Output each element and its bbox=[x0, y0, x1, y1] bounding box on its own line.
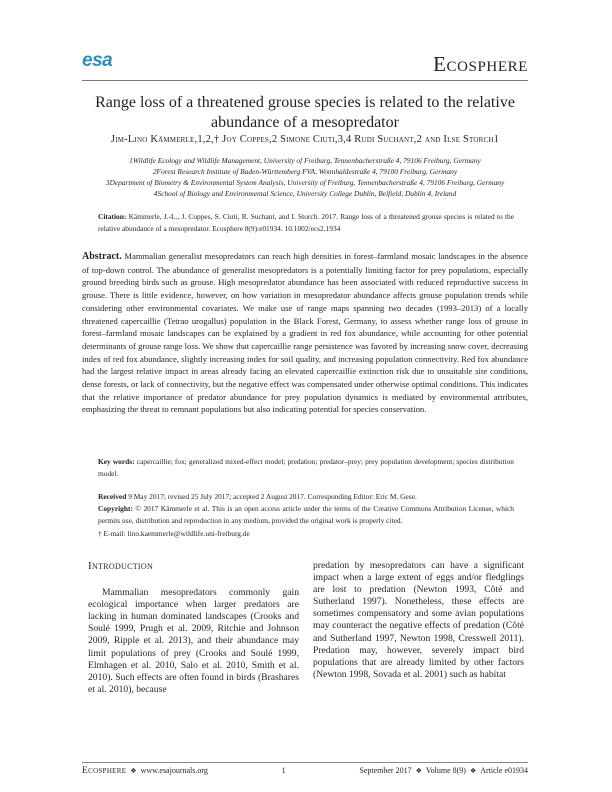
citation-block bbox=[98, 211, 514, 235]
page-footer bbox=[82, 766, 528, 776]
affiliation-2: 2Forest Research Institute of Baden-Württemberg FVA, Wonnhaldestraße 4, 79100 Freiburg, Germany bbox=[152, 167, 458, 176]
affiliation-4: 4School of Biology and Environmental Science, University College Dublin, Belfield, Dublin 4, Ireland bbox=[153, 189, 457, 198]
abstract-label: Abstract. bbox=[82, 251, 122, 262]
email-line bbox=[98, 528, 514, 540]
keywords-text: capercaillie; fox; generalized mixed-effect model; predation; predator–prey; prey population development; species distribution model. bbox=[98, 457, 514, 478]
copyright-text: © 2017 Kämmerle et al. This is an open access article under the terms of the Creative Commons Attribution License, which permits use, distribution and reproduction in any medium, provided the original work is properly cited. bbox=[98, 504, 514, 526]
article-history bbox=[98, 491, 514, 540]
footer-left bbox=[82, 766, 208, 776]
keywords-block bbox=[98, 456, 514, 480]
introduction-heading: Introduction bbox=[88, 560, 154, 572]
footer-right bbox=[359, 766, 528, 775]
header-rule bbox=[82, 80, 528, 81]
page-number: 1 bbox=[281, 766, 286, 775]
received-text: 9 May 2017; revised 25 July 2017; accepted 2 August 2017. Corresponding Editor: Eric M. Gese. bbox=[128, 492, 417, 501]
abstract-text: Mammalian generalist mesopredators can reach high densities in forest–farmland mosaic landscapes in the absence of top-down control. The abundance of generalist mesopredators is a potentially limiting factor for prey populations, especially ground breeding birds such as grouse. High mesopredator abundance has been associated with reduced reproductive success in grouse. There is little evidence, however, on how variation in mesopredator abundance affects grouse population trends while considering other environmental covariates. We make use of range maps spanning two decades (1993–2013) of a locally threatened capercaillie (Tetrao urogallus) population in the Black Forest, Germany, to assess whether range loss of grouse in forest–farmland mosaic landscapes can be explained by a gradient in red fox abundance, while accounting for other potential determinants of grouse range loss. We show that capercaillie range persistence was favored by increasing snow cover, decreasing index of red fox abundance, slightly increasing index for soil quality, and increasing population connectivity. Red fox abundance had the largest relative impact in areas already facing an elevated capercaillie extinction risk due to unsuitable site conditions, dense forests, or lack of connectivity, but the negative effect was compensated under otherwise optimal conditions. This indicates that the relative importance of predator abundance for prey population dynamics is mediated by environmental attributes, emphasizing the threat to remnant populations but also indicating potential for species conservation. bbox=[82, 251, 528, 415]
footer-rule bbox=[82, 762, 528, 763]
email-link[interactable]: lino.kaemmerle@wildlife.uni-freiburg.de bbox=[127, 528, 250, 538]
copyright-label: Copyright: bbox=[98, 504, 133, 514]
body-column-left bbox=[88, 560, 299, 696]
citation-label: Citation: bbox=[98, 212, 127, 221]
footer-url[interactable]: www.esajournals.org bbox=[140, 766, 208, 775]
abstract-block bbox=[82, 250, 528, 416]
diamond-icon: ❖ bbox=[469, 767, 477, 775]
journal-name: Ecosphere bbox=[433, 52, 528, 76]
article-title: Range loss of a threatened grouse species is related to the relative abundance of a mesopredator bbox=[95, 94, 515, 131]
affiliation-1: 1Wildlife Ecology and Wildlife Management, University of Freiburg, Tennenbacherstraße 4, 79106 Freiburg, Germany bbox=[129, 156, 481, 165]
affiliation-3: 3Department of Biometry & Environmental System Analysis, University of Freiburg, Tennenbacherstraße 4, 79106 Freiburg, Germany bbox=[105, 178, 505, 187]
footer-journal: Ecosphere bbox=[82, 766, 127, 776]
footer-date: September 2017 bbox=[359, 766, 412, 775]
keywords-label: Key words: bbox=[98, 457, 135, 466]
email-label: † E-mail: bbox=[98, 528, 126, 538]
copyright-line bbox=[98, 503, 514, 527]
footer-volume: Volume 8(9) bbox=[425, 766, 466, 775]
diamond-icon: ❖ bbox=[130, 767, 137, 775]
citation-text: Kämmerle, J.-L., J. Coppes, S. Ciuti, R. Suchant, and I. Storch. 2017. Range loss of a threatened grouse species is related to the relative abundance of a mesopredator. Ecosphere 8(9):e01934. 10.1002/ecs2.1934 bbox=[98, 212, 514, 233]
diamond-icon: ❖ bbox=[415, 767, 422, 775]
affiliations bbox=[82, 155, 528, 199]
footer-article: Article e01934 bbox=[480, 766, 528, 775]
intro-paragraph-left: Mammalian mesopredators commonly gain ecological importance when larger predators are lacking in human dominated landscapes (Crooks and Soulé 1999, Prugh et al. 2009, Ritchie and Johnson 2009, Ripple et al. 2013), and their abundance may limit populations of prey (Crooks and Soulé 1999, Elmhagen et al. 2010, Salo et al. 2010, Smith et al. 2010). Such effects are often found in birds (Brashares et al. 2010), because bbox=[88, 587, 299, 695]
author-list: Jim-Lino Kämmerle,1,2,† Joy Coppes,2 Simone Ciuti,3,4 Rudi Suchant,2 and Ilse Storch1 bbox=[110, 134, 500, 145]
intro-paragraph-right: predation by mesopredators can have a significant impact when a large extent of eggs and/or fledglings are lost to predation (Newton 1993, Côté and Sutherland 1997). Nonetheless, these effects are sometimes compensatory and some avian populations may counteract the negative effects of predation (Côté and Sutherland 1997, Newton 1998, Cresswell 2011). Predation may, however, severely impact bird populations that are already limited by other factors (Newton 1998, Sovada et al. 2001) such as habitat bbox=[313, 560, 524, 680]
received-label: Received bbox=[98, 492, 127, 501]
received-line bbox=[98, 491, 514, 503]
esa-logo: esa bbox=[82, 50, 113, 71]
body-column-right bbox=[313, 560, 524, 681]
